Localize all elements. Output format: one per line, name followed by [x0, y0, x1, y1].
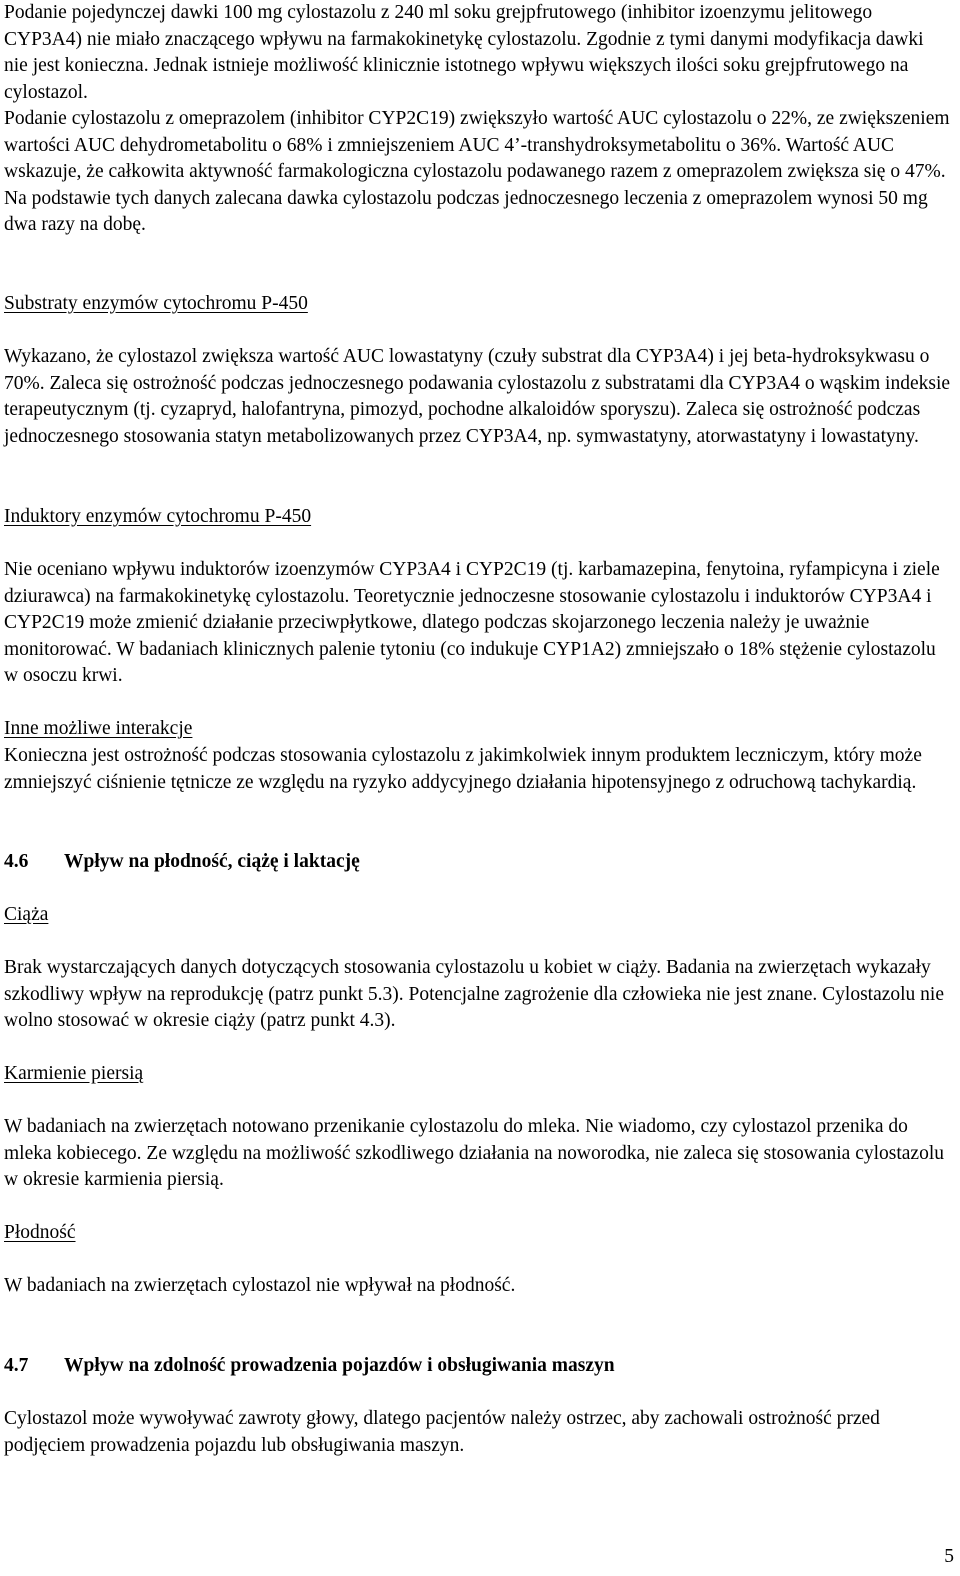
paragraph-fertility: W badaniach na zwierzętach cylostazol nie wpływał na płodność.	[4, 1275, 516, 1296]
section-title: Wpływ na zdolność prowadzenia pojazdów i obsługiwania maszyn	[64, 1355, 615, 1376]
page-number: 5	[944, 1546, 954, 1567]
section-heading-4-7	[4, 1353, 952, 1380]
subheading-pregnancy: Ciąża	[4, 904, 49, 925]
subheading-breastfeeding: Karmienie piersią	[4, 1063, 144, 1084]
section-number: 4.6	[4, 851, 29, 872]
paragraph-substrates: Wykazano, że cylostazol zwiększa wartość AUC lowastatyny (czuły substrat dla CYP3A4) i jej beta-hydroksykwasu o 70%. Zaleca się ostrożność podczas jednoczesnego podawania cylostazolu z substratami dla CYP3A4 o wąskim indeksie terapeutycznym (tj. cyzapryd, halofantryna, pimozyd, pochodne alkaloidów sporyszu). Zaleca się ostrożność podczas jednoczesnego stosowania statyn metabolizowanych przez CYP3A4, np. symwastatyny, atorwastatyny i lowastatyny.	[4, 346, 951, 447]
subheading-inducers: Induktory enzymów cytochromu P-450	[4, 506, 312, 527]
paragraph-inducers: Nie oceniano wpływu induktorów izoenzymów CYP3A4 i CYP2C19 (tj. karbamazepina, fenytoina, ryfampicyna i ziele dziurawca) na farmakokinetykę cylostazolu. Teoretycznie jednoczesne stosowanie cylostazolu i induktorów CYP3A4 i CYP2C19 może zmienić działanie przeciwpłytkowe, dlatego podczas skojarzonego leczenia należy je uważnie monitorować. W badaniach klinicznych palenie tytoniu (co indukuje CYP1A2) zmniejszało o 18% stężenie cylostazolu w osoczu krwi.	[4, 559, 940, 686]
subheading-other-interactions: Inne możliwe interakcje	[4, 718, 193, 739]
section-heading-4-6	[4, 849, 952, 876]
paragraph-breastfeeding: W badaniach na zwierzętach notowano przenikanie cylostazolu do mleka. Nie wiadomo, czy cylostazol przenika do mleka kobiecego. Ze względu na możliwość szkodliwego działania na noworodka, nie zaleca się stosowania cylostazolu w okresie karmienia piersią.	[4, 1116, 945, 1190]
paragraph-omeprazole: Podanie cylostazolu z omeprazolem (inhibitor CYP2C19) zwiększyło wartość AUC cylostazolu o 22%, ze zwiększeniem wartości AUC dehydrometabolitu o 68% i zmniejszeniem AUC 4’-transhydroksymetabolitu o 36%. Wartość AUC wskazuje, że całkowita aktywność farmakologiczna cylostazolu podawanego razem z omeprazolem zwiększa się o 47%. Na podstawie tych danych zalecana dawka cylostazolu podczas jednoczesnego leczenia z omeprazolem wynosi 50 mg dwa razy na dobę.	[4, 108, 950, 235]
paragraph-driving: Cylostazol może wywoływać zawroty głowy, dlatego pacjentów należy ostrzec, aby zachowali ostrożność przed podjęciem prowadzenia pojazdu lub obsługiwania maszyn.	[4, 1408, 880, 1456]
section-title: Wpływ na płodność, ciążę i laktację	[64, 851, 360, 872]
paragraph-grapefruit: Podanie pojedynczej dawki 100 mg cylostazolu z 240 ml soku grejpfrutowego (inhibitor izoenzymu jelitowego CYP3A4) nie miało znaczącego wpływu na farmakokinetykę cylostazolu. Zgodnie z tymi danymi modyfikacja dawki nie jest konieczna. Jednak istnieje możliwość klinicznie istotnego wpływu większych ilości soku grejpfrutowego na cylostazol.	[4, 2, 924, 103]
paragraph-other-interactions: Konieczna jest ostrożność podczas stosowania cylostazolu z jakimkolwiek innym produktem leczniczym, który może zmniejszyć ciśnienie tętnicze ze względu na ryzyko addycyjnego działania hipotensyjnego z odruchową tachykardią.	[4, 745, 922, 793]
section-number: 4.7	[4, 1355, 29, 1376]
paragraph-pregnancy: Brak wystarczających danych dotyczących stosowania cylostazolu u kobiet w ciąży. Badania na zwierzętach wykazały szkodliwy wpływ na reprodukcję (patrz punkt 5.3). Potencjalne zagrożenie dla człowieka nie jest znane. Cylostazolu nie wolno stosować w okresie ciąży (patrz punkt 4.3).	[4, 957, 945, 1031]
subheading-fertility: Płodność	[4, 1222, 76, 1243]
subheading-substrates: Substraty enzymów cytochromu P-450	[4, 293, 308, 314]
